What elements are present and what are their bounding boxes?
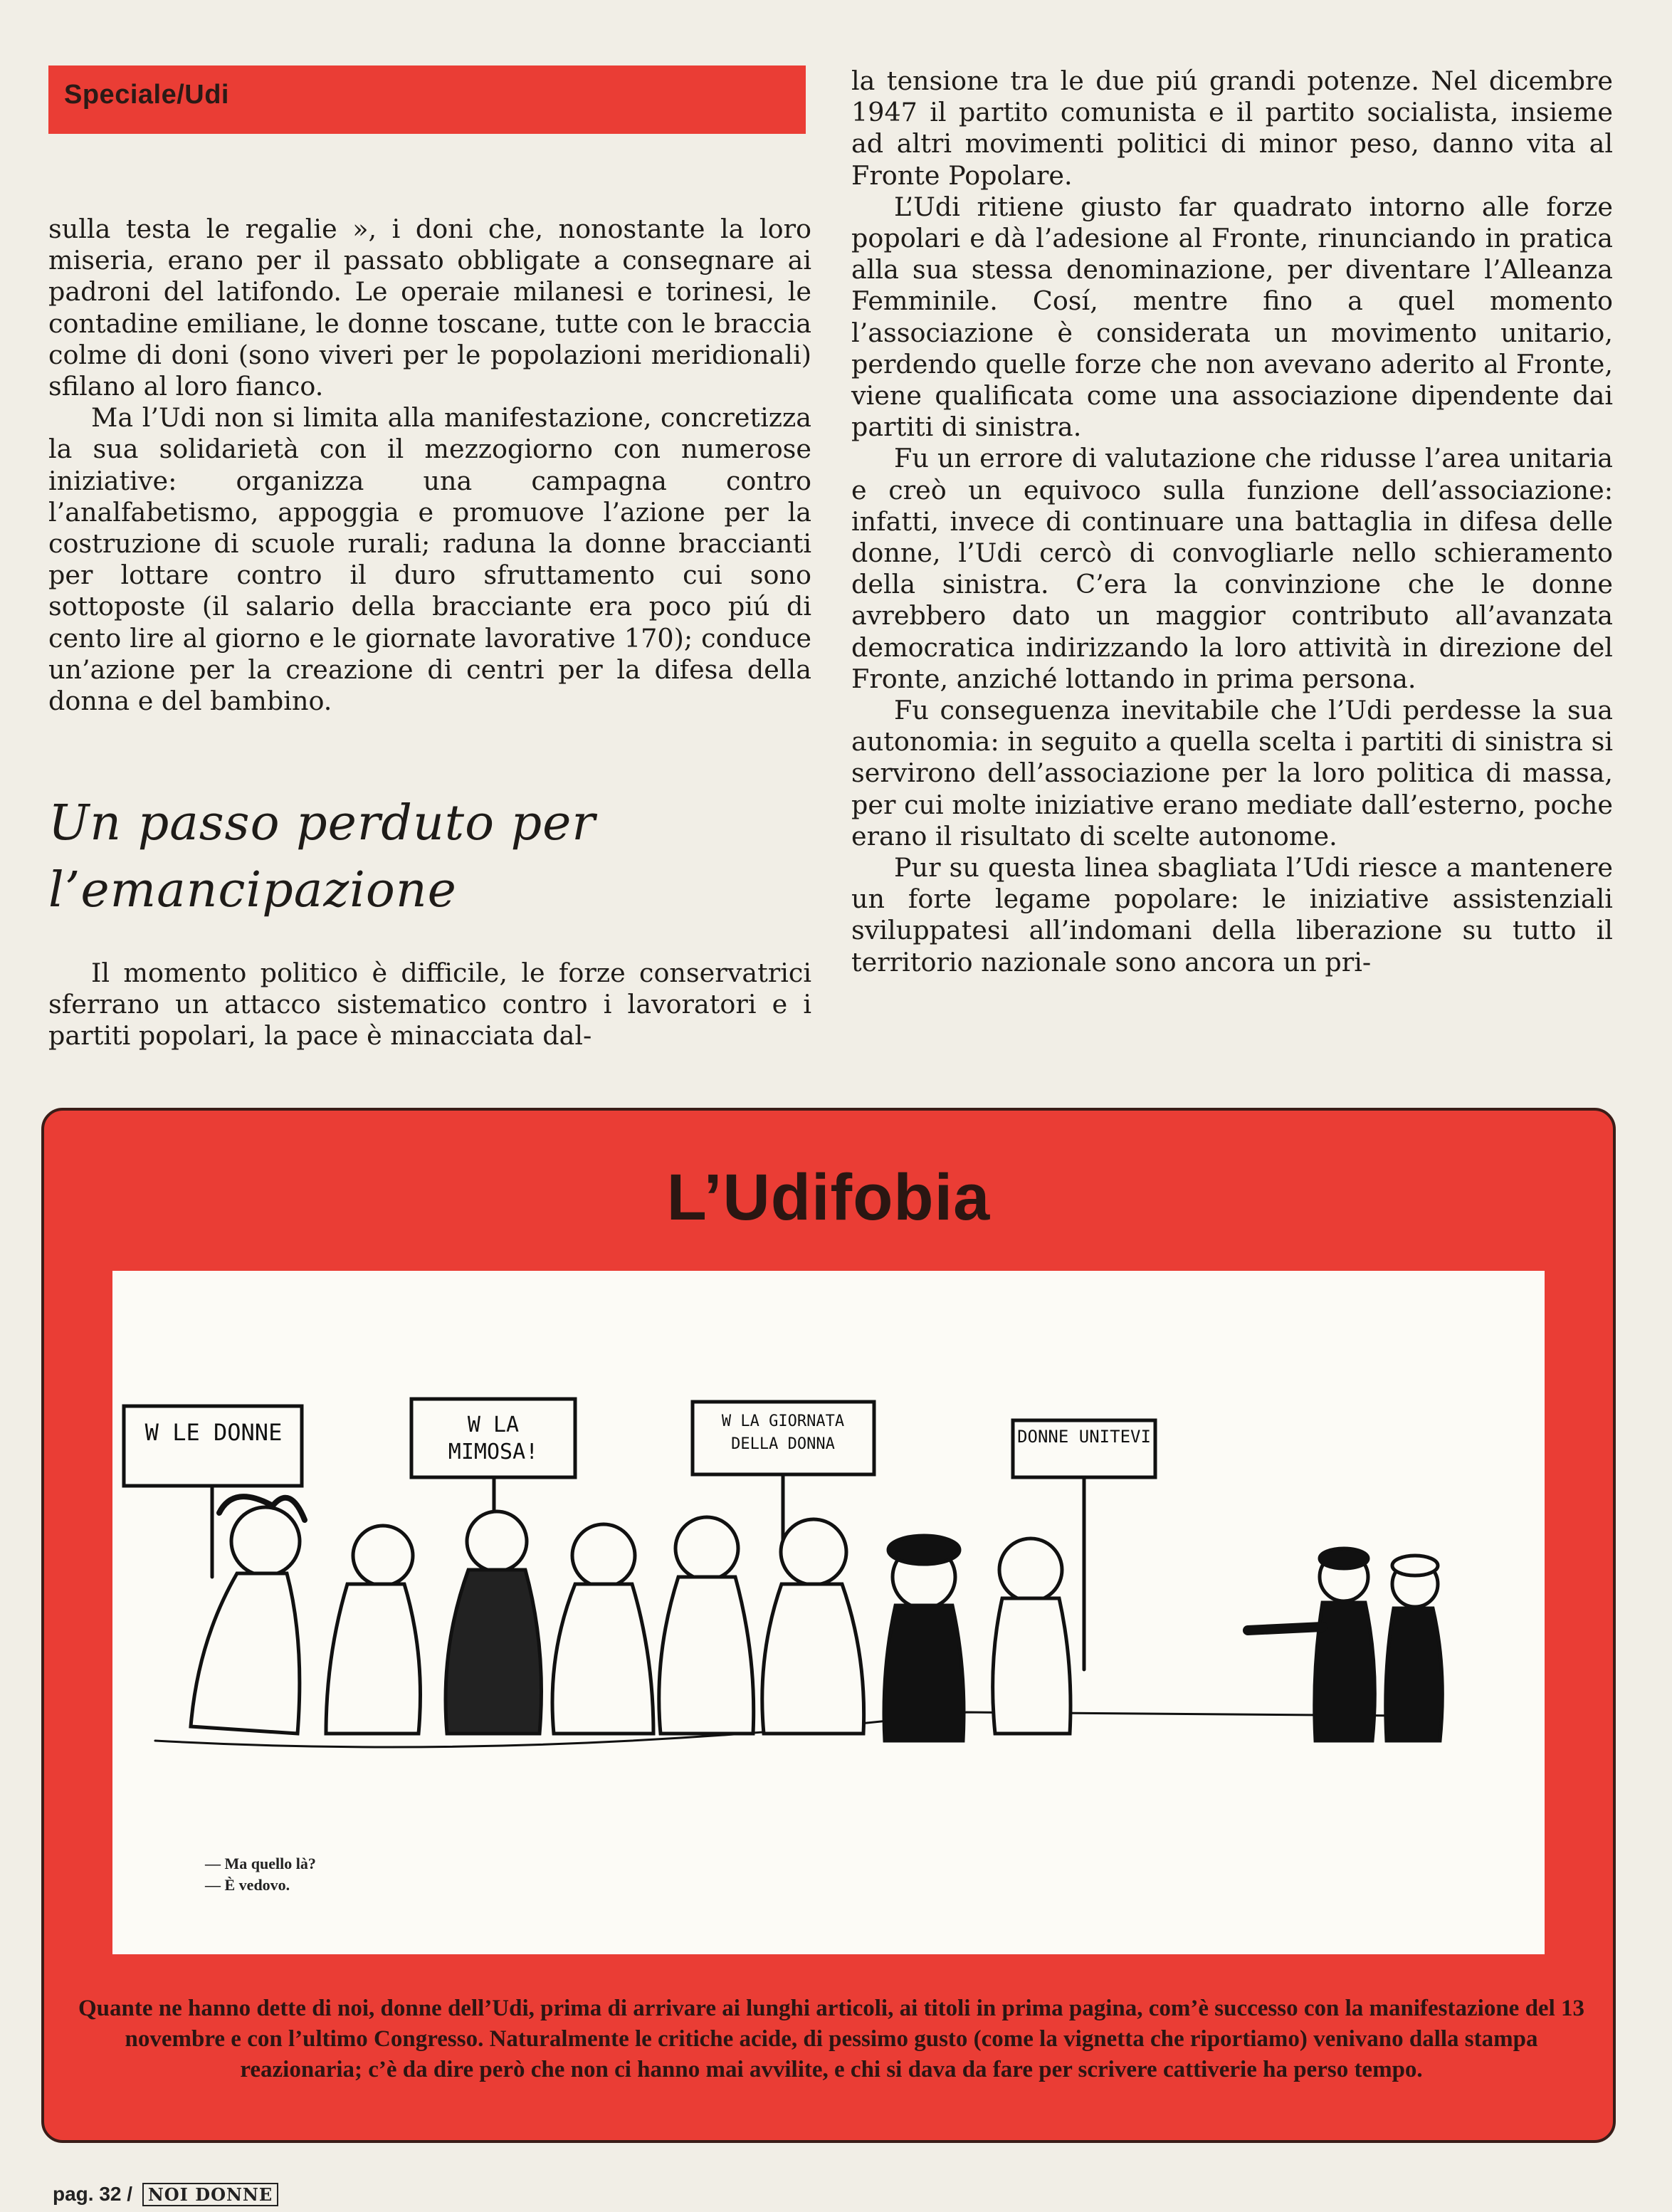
magazine-logo: NOI DONNE	[142, 2183, 278, 2206]
box-title: L’Udifobia	[666, 1161, 991, 1234]
cartoon-caption: — È vedovo.	[205, 1876, 290, 1894]
sign-text: W LE DONNE	[144, 1419, 283, 1446]
paragraph: L’Udi ritiene giusto far quadrato intorno alle forze popolari e dà l’adesione al Fronte, rinunciando in pratica alla sua stessa denominazione, per diventare l’Alleanza Femminile. Cosí, mentre fino a quel momento l’associazione è considerata un movimento unitario, perdendo quelle forze che non avevano aderito al Fronte, viene qualificata come una associazione dipendente dai partiti di sinistra.	[851, 191, 1613, 443]
left-column-continued	[48, 958, 811, 1052]
paragraph: sulla testa le regalie », i doni che, nonostante la loro miseria, erano per il passato obbligate a consegnare ai padroni del latifondo. Le operaie milanesi e torinesi, le contadine emiliane, le donne toscane, tutte con le braccia colme di doni (sono viveri per le popolazioni meridionali) sfilano al loro fianco.	[48, 214, 811, 402]
cartoon-drawing	[112, 1271, 1545, 1954]
page-number: pag. 32 /	[53, 2183, 133, 2205]
sign-text: W LA MIMOSA!	[448, 1412, 539, 1464]
headline-line: Un passo perduto per	[48, 795, 596, 851]
page-footer	[53, 2183, 278, 2206]
paragraph: Fu un errore di valutazione che ridusse l’area unitaria e creò un equivoco sulla funzione dell’associazione: infatti, invece di continuare una battaglia in difesa delle donne, l’Udi cercò di convogliarle nello schieramento della sinistra. C’era la convinzione che le donne avrebbero dato un maggior contributo all’avanzata democratica indirizzando la loro attività in direzione del Fronte, anziché lottando in prima persona.	[851, 443, 1613, 694]
section-label: Speciale/Udi	[64, 80, 229, 110]
udifobia-box	[41, 1108, 1616, 2143]
cartoon-caption: — Ma quello là?	[205, 1855, 316, 1872]
cartoon-illustration	[112, 1271, 1545, 1954]
paragraph: Ma l’Udi non si limita alla manifestazione, concretizza la sua solidarietà con il mezzogiorno con numerose iniziative: organizza una campagna contro l’analfabetismo, appoggia e promuove l’azione per la costruzione di scuole rurali; raduna la donne braccianti per lottare contro il duro sfruttamento cui sono sottoposte (il salario della bracciante era poco piú di cento lire al giorno e le giornate lavorative 170); conduce un’azione per la creazione di centri per la difesa della donna e del bambino.	[48, 402, 811, 717]
paragraph: la tensione tra le due piú grandi potenze. Nel dicembre 1947 il partito comunista e il partito socialista, insieme ad altri movimenti politici di minor peso, danno vita al Fronte Popolare.	[851, 65, 1613, 191]
section-banner	[48, 65, 806, 134]
headline-line: l’emancipazione	[48, 862, 457, 918]
section-headline	[48, 790, 811, 924]
right-column	[851, 65, 1613, 978]
paragraph: Il momento politico è difficile, le forze conservatrici sferrano un attacco sistematico contro i lavoratori e i partiti popolari, la pace è minacciata dal-	[48, 958, 811, 1052]
sign-text: W LA GIORNATA DELLA DONNA	[721, 1412, 845, 1453]
paragraph: Pur su questa linea sbagliata l’Udi riesce a mantenere un forte legame popolare: le iniziative assistenziali sviluppatesi all’indomani della liberazione su tutto il territorio nazionale sono ancora un pri-	[851, 852, 1613, 977]
left-column	[48, 214, 811, 717]
sign-text: DONNE UNITEVI	[1017, 1427, 1151, 1447]
paragraph: Fu conseguenza inevitabile che l’Udi perdesse la sua autonomia: in seguito a quella scelta i partiti di sinistra si servirono dell’associazione per la loro politica di massa, per cui molte iniziative erano mediate dall’esterno, poche erano il risultato di scelte autonome.	[851, 695, 1613, 851]
box-text: Quante ne hanno dette di noi, donne dell’Udi, prima di arrivare ai lunghi articoli, ai titoli in prima pagina, com’è successo con la manifestazione del 13 novembre e con l’ultimo Congresso. Naturalmente le critiche acide, di pessimo gusto (come la vignetta che riportiamo) venivano dalla stampa reazionaria; c’è da dire però che non ci hanno mai avvilite, e chi si dava da fare per scrivere cattiverie ha perso tempo.	[78, 1996, 1584, 2082]
